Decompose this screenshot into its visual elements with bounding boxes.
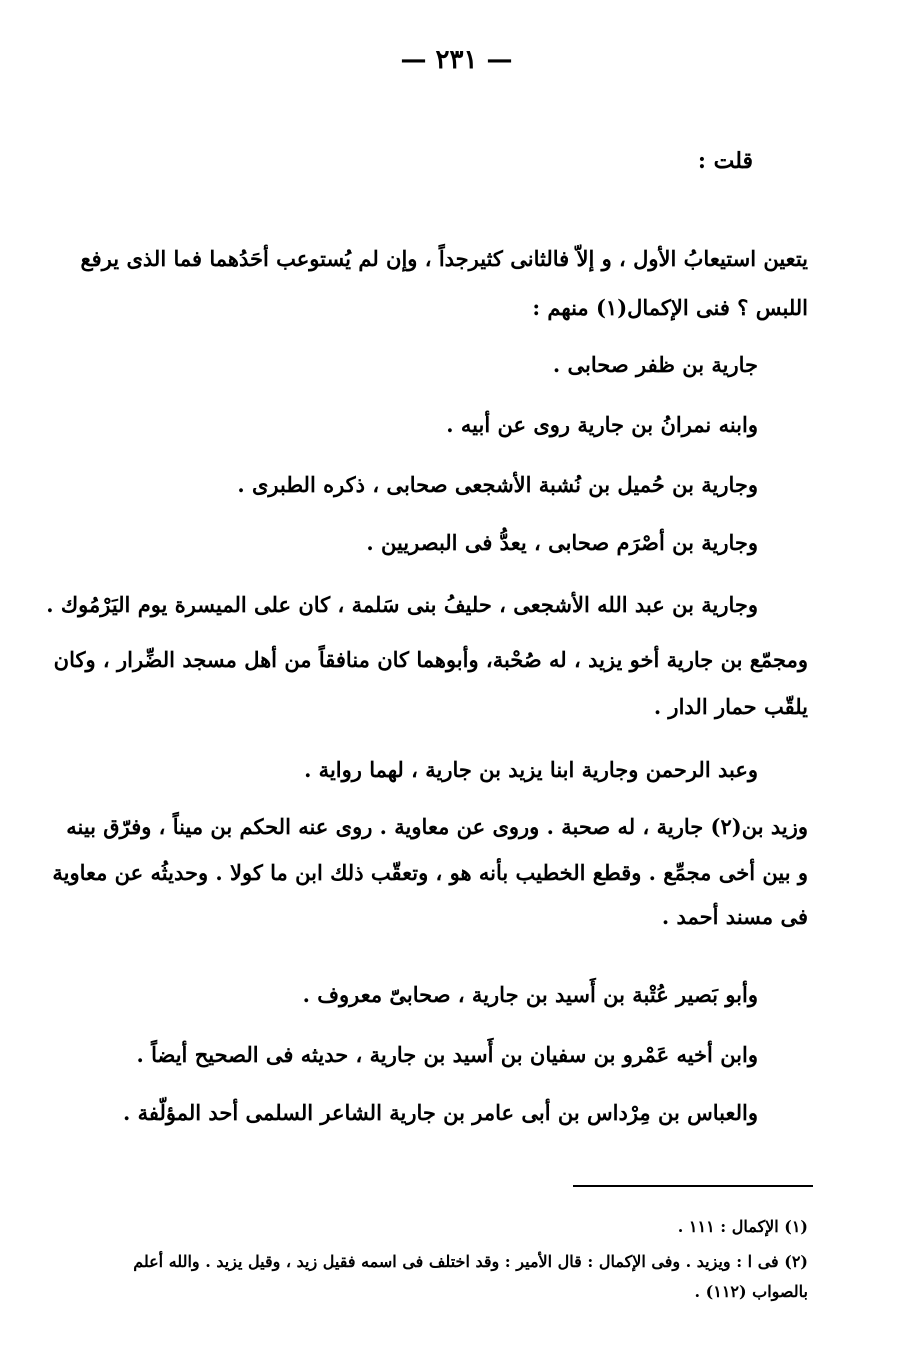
entry-jariya-ibn-abdullah: وجارية بن عبد الله الأشجعى ، حليفُ بنى سَلمة ، كان على الميسرة يوم اليَرْمُوك . xyxy=(46,592,758,617)
mujammi-line-2: يلقّب حمار الدار . xyxy=(653,694,808,719)
footnote-1: (١) الإكمال : ١١١ . xyxy=(677,1217,808,1236)
entry-amr-ibn-sufyan: وابن أخيه عَمْرو بن سفيان بن أَسيد بن جارية ، حديثه فى الصحيح أيضاً . xyxy=(136,1042,758,1067)
entry-abbas-ibn-mirdas: والعباس بن مِرْداس بن أبى عامر بن جارية الشاعر السلمى أحد المؤلّفة . xyxy=(122,1100,758,1125)
entry-abdurrahman: وعبد الرحمن وجارية ابنا يزيد بن جارية ، لهما رواية . xyxy=(304,757,758,782)
zayd-line-2: و بين أخى مجمِّع . وقطع الخطيب بأنه هو ، وتعقّب ذلك ابن ما كولا . وحديثُه عن معاوية xyxy=(52,860,808,885)
entry-nimran: وابنه نمرانُ بن جارية روى عن أبيه . xyxy=(446,412,758,437)
footnote-2-line-1: (٢) فى ا : ويزيد . وفى الإكمال : قال الأمير : وقد اختلف فى اسمه فقيل زيد ، وقيل يزيد . والله أعلم xyxy=(133,1252,808,1271)
zayd-line-1: وزيد بن(٢) جارية ، له صحبة . وروى عن معاوية . روى عنه الحكم بن ميناً ، وفرّق بينه xyxy=(66,814,808,839)
entry-jariya-ibn-humayl: وجارية بن حُميل بن نُشبة الأشجعى صحابى ، ذكره الطبرى . xyxy=(237,472,758,497)
page-number: — ٢٣١ — xyxy=(400,45,513,75)
zayd-line-3: فى مسند أحمد . xyxy=(661,904,808,929)
entry-jariya-ibn-asram: وجارية بن أصْرَم صحابى ، يعدُّ فى البصريين . xyxy=(366,530,758,555)
mujammi-line-1: ومجمّع بن جارية أخو يزيد ، له صُحْبة، وأبوهما كان منافقاً من أهل مسجد الضِّرار ، وكان xyxy=(53,647,808,672)
footnote-divider xyxy=(573,1185,813,1187)
intro-line-1: يتعين استيعابُ الأول ، و إلاّ فالثانى كثيرجداً ، وإن لم يُستوعب أحَدُهما فما الذى يرفع xyxy=(80,246,808,271)
footnote-2-line-2: بالصواب (١١٢) . xyxy=(694,1282,808,1301)
intro-line-2: اللبس ؟ فنى الإكمال(١) منهم : xyxy=(532,295,808,320)
entry-jariya-ibn-zafar: جارية بن ظفر صحابى . xyxy=(552,352,758,377)
section-heading: قلت : xyxy=(697,148,753,174)
entry-abu-basir: وأبو بَصير عُتْبة بن أَسيد بن جارية ، صحابىّ معروف . xyxy=(302,982,758,1007)
